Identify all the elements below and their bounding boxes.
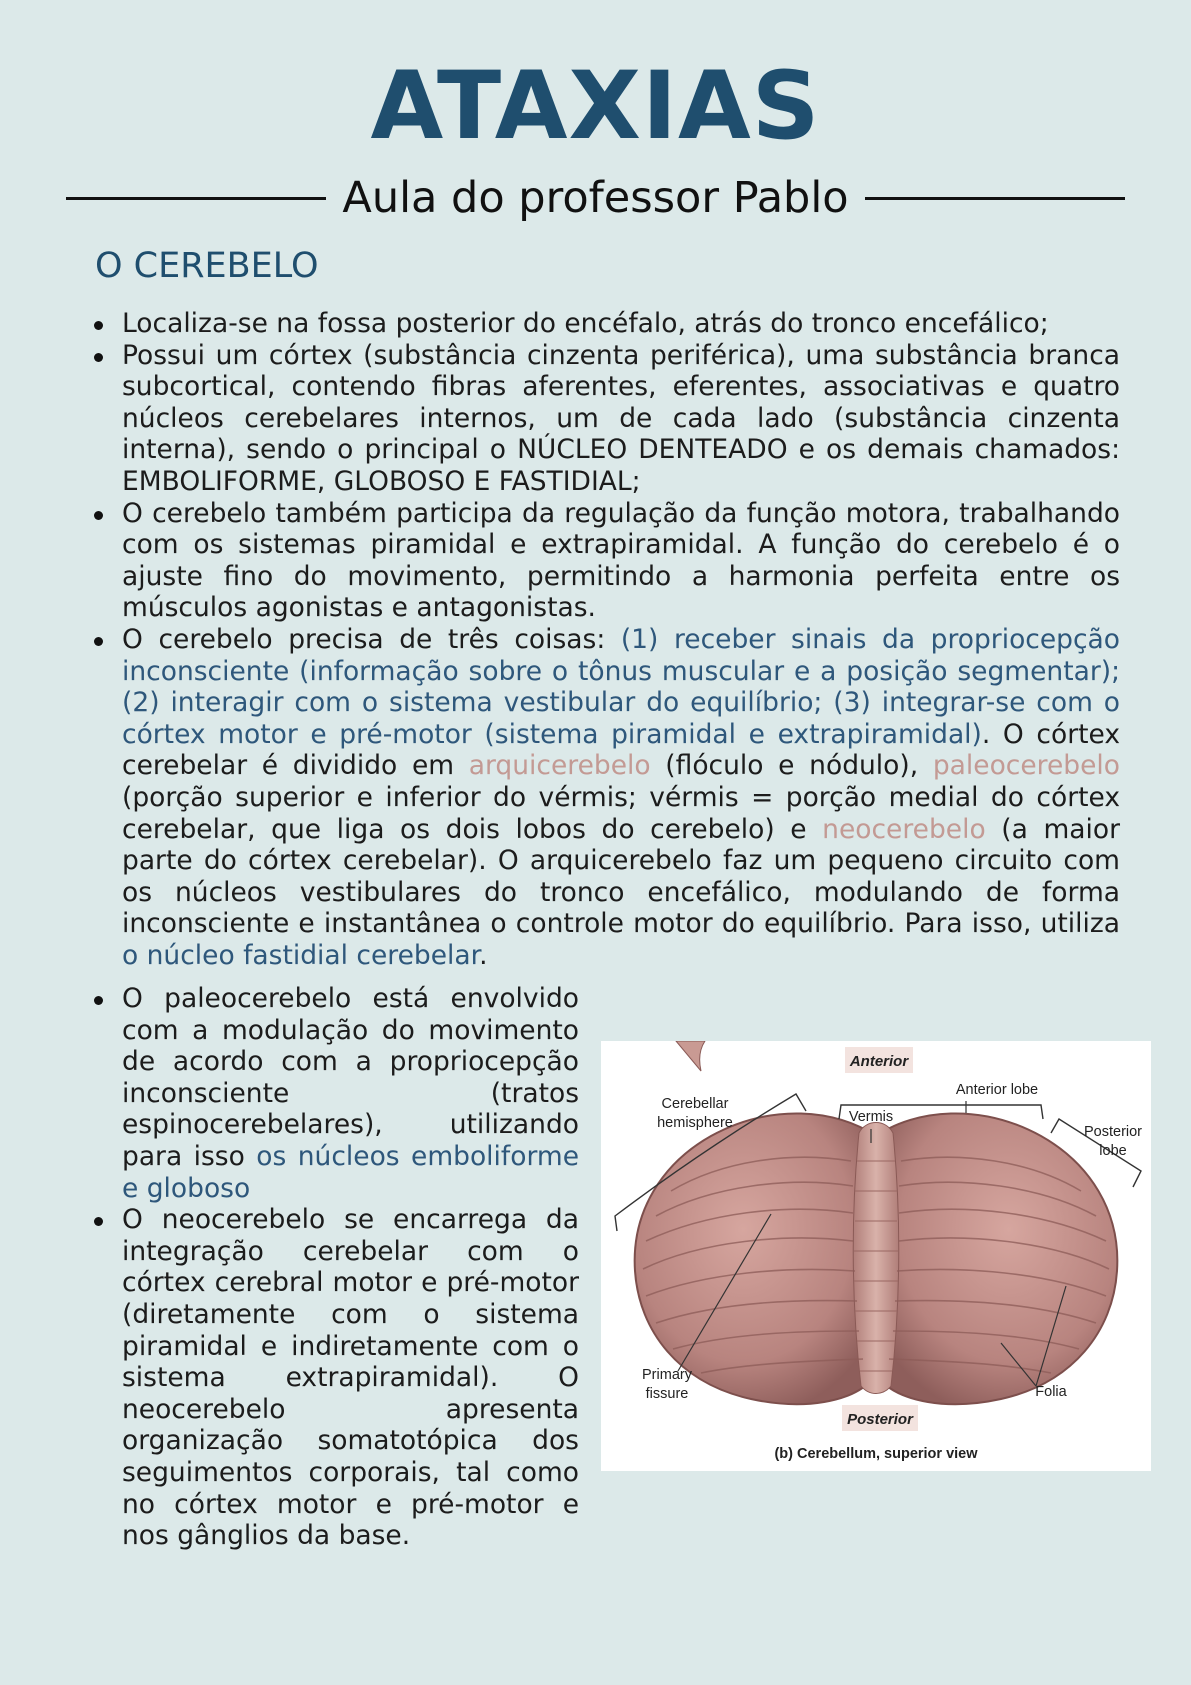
bullet-text: .: [479, 939, 488, 971]
page-title: ATAXIAS: [370, 52, 821, 161]
figure-caption: (b) Cerebellum, superior view: [774, 1446, 978, 1462]
bullet-text: . O córtex cerebelar é dividido em: [122, 718, 1121, 782]
highlight-three-needs: (1) receber sinais da propriocepção inconsciente (informação sobre o tônus muscular e a posição segmentar); (2) interagir com o sistema vestibular do equilíbrio; (3) integrar-se com o córtex motor e pré-motor (sistema piramidal e extrapiramidal): [122, 623, 1120, 750]
bullet-list-main: [122, 308, 1120, 971]
highlight-neocerebelo: neocerebelo: [822, 813, 986, 845]
bullet-text: (flóculo e nódulo),: [650, 750, 933, 782]
bullet-text: O neocerebelo se encarrega da integração cerebelar com o córtex cerebral motor e pré-motor (diretamente com o sistema piramidal e indiretamente com o sistema extrapiramidal). O neocerebelo apresenta organização somatotópica dos seguimentos corporais, tal como no córtex motor e pré-motor e nos gânglios da base.: [122, 1204, 579, 1552]
left-rule: [66, 197, 326, 200]
bullet-text: (porção superior e inferior do vérmis; vérmis = porção medial do córtex cerebelar, que liga os dois lobos do cerebelo) e: [122, 781, 1120, 845]
highlight-arquicerebelo: arquicerebelo: [468, 750, 651, 782]
label-folia: Folia: [1035, 1384, 1067, 1400]
bullet-item-motor-function: [122, 498, 1120, 624]
label-vermis: Vermis: [848, 1109, 894, 1125]
bullet-item-neocerebelo: [122, 1204, 579, 1552]
bullet-item-location: [122, 308, 1120, 340]
label-primary-fissure-line2: fissure: [645, 1386, 689, 1402]
page-subtitle: Aula do professor Pablo: [342, 173, 849, 223]
bullet-text: O paleocerebelo está envolvido com a modulação do movimento de acordo com a propriocepção inconsciente (tratos espinocerebelares), utilizando para isso: [122, 983, 579, 1172]
highlight-paleocerebelo: paleocerebelo: [932, 750, 1120, 782]
section-title: O CEREBELO: [95, 246, 319, 286]
bullet-text: O cerebelo também participa da regulação da função motora, trabalhando com os sistemas piramidal e extrapiramidal. A função do cerebelo é o ajuste fino do movimento, permitindo a harmonia perfeita entre os músculos agonistas e antagonistas.: [122, 497, 1120, 624]
label-posterior: Posterior: [847, 1411, 913, 1428]
label-hemisphere-line1: Cerebellar: [661, 1096, 729, 1112]
bullet-text: O cerebelo precisa de três coisas:: [122, 623, 621, 655]
label-primary-fissure-line1: Primary: [642, 1367, 692, 1383]
label-posterior-lobe-line2: lobe: [1099, 1143, 1127, 1159]
cerebellum-figure: [601, 1041, 1151, 1471]
bullet-item-three-things: [122, 624, 1120, 972]
label-posterior-lobe-line1: Posterior: [1083, 1124, 1143, 1140]
highlight-fastidial: o núcleo fastidial cerebelar: [122, 939, 480, 971]
bullet-text: Possui um córtex (substância cinzenta periférica), uma substância branca subcortical, contendo fibras aferentes, eferentes, associativas e quatro núcleos cerebelares internos, um de cada lado (substância cinzenta interna), sendo o principal o NÚCLEO DENTEADO e os demais chamados: EMBOLIFORME, GLOBOSO E FASTIDIAL;: [122, 339, 1120, 497]
subtitle-row: [66, 168, 1125, 228]
highlight-emboliforme: os núcleos emboliforme e globoso: [122, 1140, 580, 1204]
bullet-item-paleocerebelo: [122, 983, 579, 1204]
label-hemisphere-line2: hemisphere: [657, 1115, 733, 1131]
bullet-item-structure: [122, 340, 1120, 498]
label-anterior: Anterior: [849, 1053, 909, 1070]
right-rule: [865, 197, 1125, 200]
bullet-list-side: [122, 983, 579, 1552]
bullet-text: Localiza-se na fossa posterior do encéfalo, atrás do tronco encefálico;: [122, 308, 1049, 339]
label-anterior-lobe: Anterior lobe: [955, 1082, 1039, 1098]
cerebellum-illustration: [601, 1041, 1151, 1471]
bullet-text: (a maior parte do córtex cerebelar). O arquicerebelo faz um pequeno circuito com os núcleos vestibulares do tronco encefálico, modulando de forma inconsciente e instantânea o controle motor do equilíbrio. Para isso, utiliza: [122, 813, 1120, 940]
